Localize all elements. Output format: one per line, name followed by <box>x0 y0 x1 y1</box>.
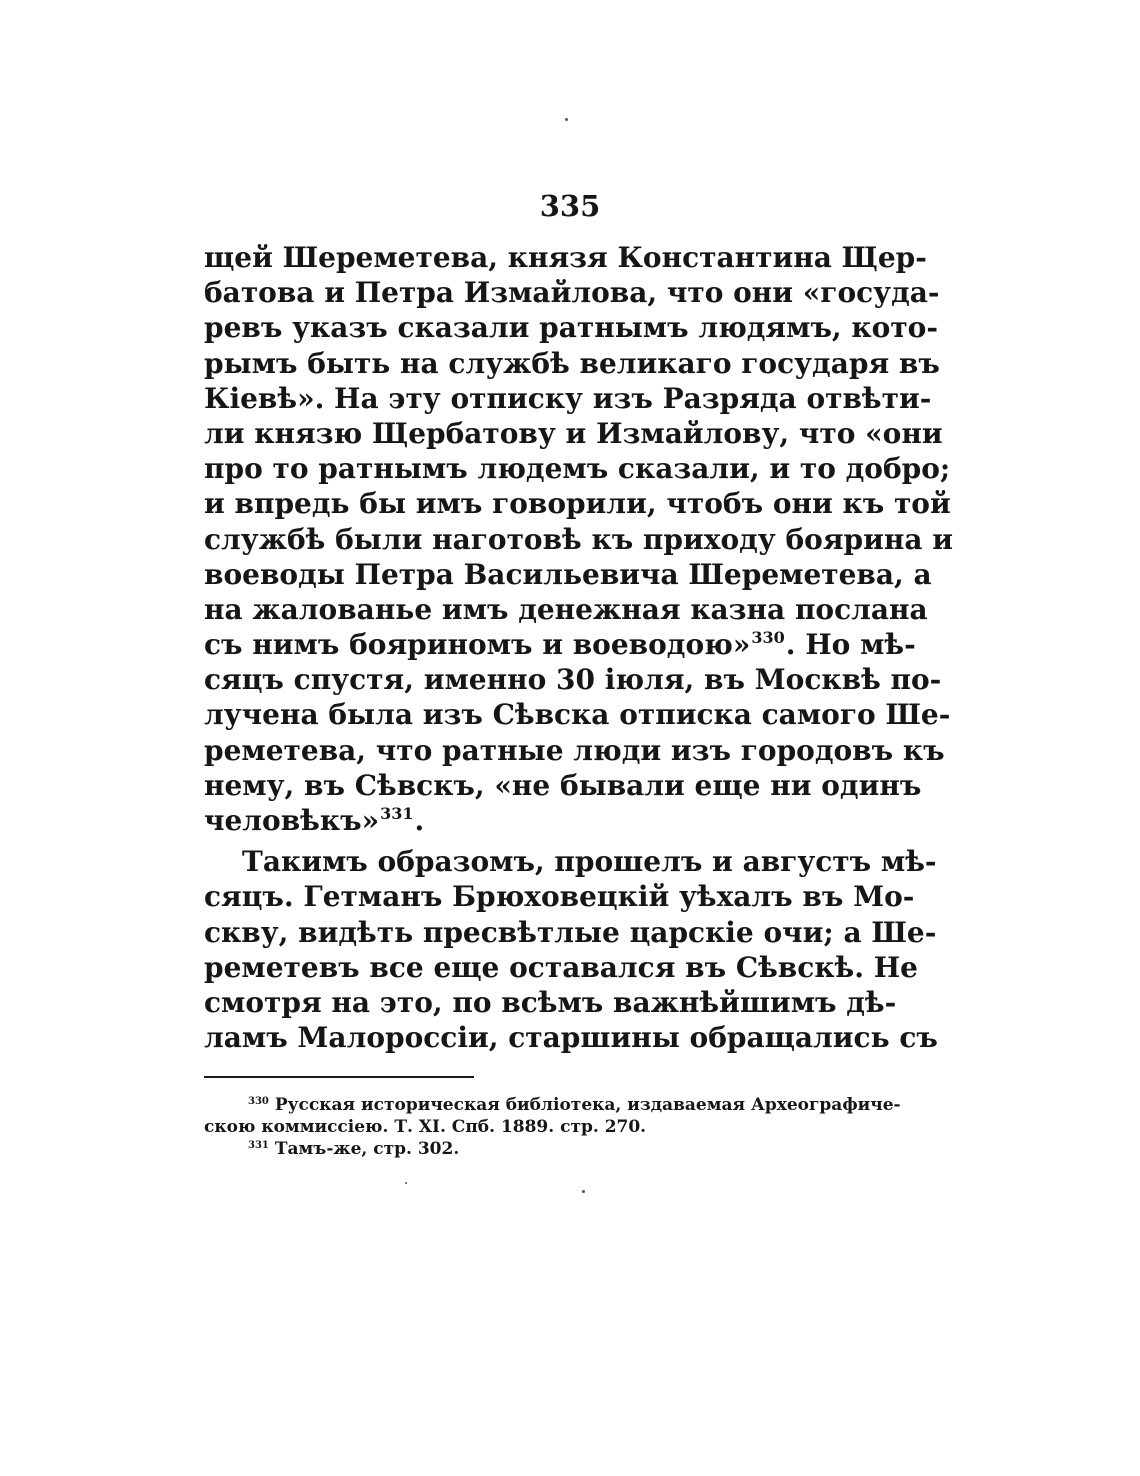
text-line-with-footnote-ref <box>204 627 916 662</box>
text-line: нему, въ Сѣвскъ, «не бывали еще ни одинъ <box>204 768 922 802</box>
text-line: сяцъ. Гетманъ Брюховецкій уѣхалъ въ Мо- <box>204 880 915 914</box>
text-line: про то ратнымъ людемъ сказали, и то добро; <box>204 452 951 486</box>
text-line: и впредь бы имъ говорили, чтобъ они къ той <box>204 487 951 521</box>
footnote-separator <box>204 1076 474 1078</box>
text-line: смотря на это, по всѣмъ важнѣйшимъ дѣ- <box>204 985 897 1019</box>
text-line: реметева, что ратные люди изъ городовъ къ <box>204 733 945 767</box>
text-line: лучена была изъ Сѣвска отписка самого Ше- <box>204 698 951 732</box>
text-fragment: человѣкъ» <box>204 804 380 837</box>
footnote-331 <box>204 1138 792 1160</box>
text-line: на жалованье имъ денежная казна послана <box>204 592 928 626</box>
text-line: щей Шереметева, князя Константина Щер- <box>204 241 927 274</box>
scan-speck <box>565 118 568 121</box>
main-text <box>204 240 954 1055</box>
text-line: Кіевѣ». На эту отписку изъ Разряда отвѣти- <box>204 381 932 415</box>
text-line: ревъ указъ сказали ратнымъ людямъ, кото- <box>204 311 938 345</box>
footnote-reference-330[interactable]: 330 <box>751 628 785 648</box>
text-line: Такимъ образомъ, прошелъ и августъ мѣ- <box>242 845 937 879</box>
footnotes <box>204 1094 901 1160</box>
text-line: скву, видѣть пресвѣтлые царскіе очи; а Ше- <box>204 915 937 949</box>
scan-speck <box>405 1182 407 1184</box>
footnote-text: Русская историческая библіотека, издаваемая Археографиче- <box>274 1095 901 1115</box>
text-line: сяцъ спустя, именно 30 іюля, въ Москвѣ по- <box>204 663 942 697</box>
footnote-number: 330 <box>248 1096 269 1107</box>
footnote-330 <box>204 1094 901 1116</box>
text-line: ли князю Щербатову и Измайлову, что «они <box>204 416 943 450</box>
text-line-with-footnote-ref <box>204 803 792 838</box>
footnote-text: Тамъ-же, стр. 302. <box>274 1139 460 1159</box>
text-fragment: съ нимъ бояриномъ и воеводою» <box>204 628 751 662</box>
text-line: ламъ Малороссіи, старшины обращались съ <box>204 1021 938 1055</box>
scan-speck <box>582 1190 585 1193</box>
footnote-number: 331 <box>248 1140 269 1151</box>
page-number: 335 <box>539 189 601 223</box>
footnote-330-continued: скою коммиссіею. Т. XI. Спб. 1889. стр. 270. <box>204 1117 647 1137</box>
text-fragment: . <box>414 804 425 837</box>
text-line: батова и Петра Измайлова, что они «госуда- <box>204 276 940 310</box>
text-line: воеводы Петра Васильевича Шереметева, а <box>204 557 932 591</box>
text-line: службѣ были наготовѣ къ приходу боярина и <box>204 522 954 556</box>
text-fragment: . Но мѣ- <box>785 628 916 662</box>
text-line: рымъ быть на службѣ великаго государя въ <box>204 346 940 380</box>
footnote-reference-331[interactable]: 331 <box>380 804 414 823</box>
text-line: реметевъ все еще оставался въ Сѣвскѣ. Не <box>204 950 918 984</box>
